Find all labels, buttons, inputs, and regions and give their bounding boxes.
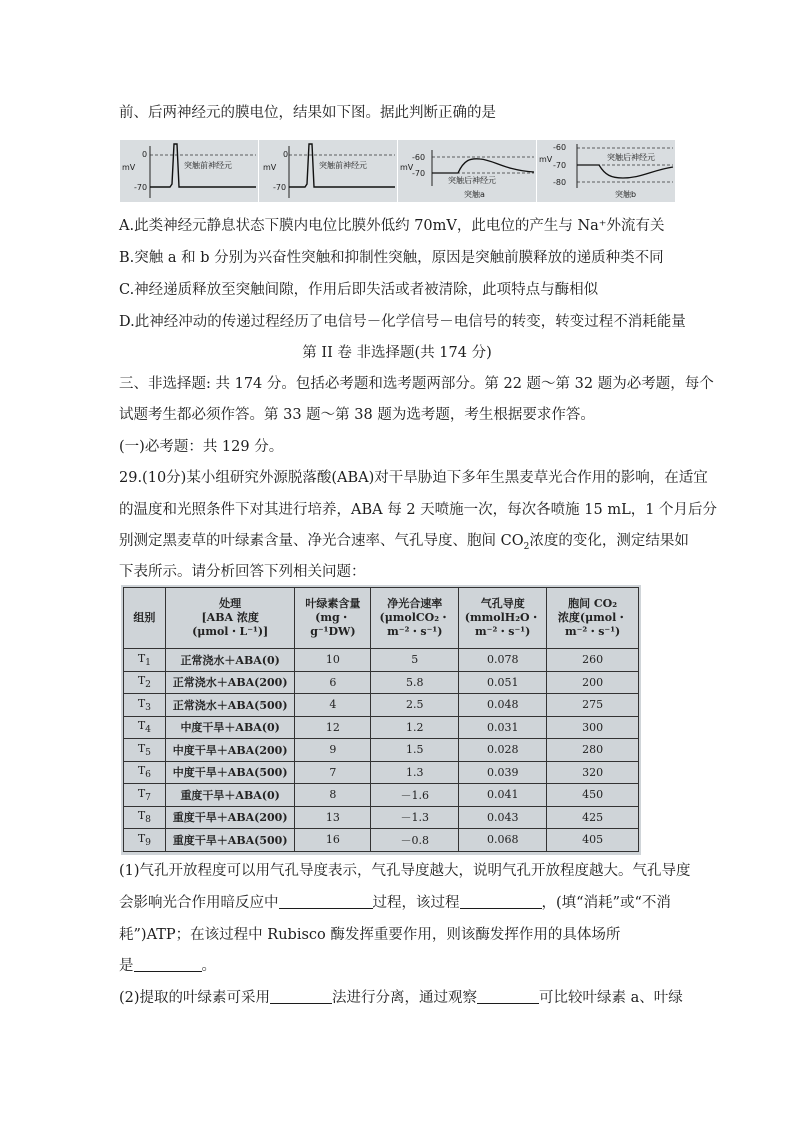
- q1-line4: 是 。: [119, 958, 216, 974]
- panel4-unit: mV: [539, 155, 553, 164]
- cell-intercellular-co2: 200: [547, 671, 639, 694]
- cell-treatment: 重度干旱＋ABA(500): [165, 829, 295, 852]
- required-note: (一)必考题：共 129 分。: [119, 439, 284, 455]
- cell-treatment: 正常浇水＋ABA(0): [165, 649, 295, 672]
- cell-intercellular-co2: 425: [547, 806, 639, 829]
- data-table: [121, 585, 641, 855]
- panel4-caption: 突触b: [615, 190, 637, 199]
- panel2-bottom-tick: -70: [273, 183, 287, 192]
- q1-line3: 耗”)ATP；在该过程中 Rubisco 酶发挥重要作用，则该酶发挥作用的具体场所: [119, 927, 621, 943]
- cell-treatment: 中度干旱＋ABA(200): [165, 739, 295, 762]
- panel2-top-tick: 0: [283, 150, 289, 159]
- q29-line3: 别测定黑麦草的叶绿素含量、净光合速率、气孔导度、胞间 $CO_2$浓度的变化，测定结果如: [119, 533, 689, 552]
- cell-group: $T_4$: [124, 716, 166, 739]
- membrane-potential-figure: [120, 140, 675, 202]
- cell-treatment: 重度干旱＋ABA(0): [165, 784, 295, 807]
- header-group: 组别: [124, 588, 166, 649]
- cell-intercellular-co2: 300: [547, 716, 639, 739]
- cell-stomatal-conductance: 0.031: [459, 716, 547, 739]
- q1-line2: 会影响光合作用暗反应中 过程，该过程 ，(填“消耗”或“不消: [119, 895, 671, 911]
- panel2-label: 突触前神经元: [319, 161, 367, 170]
- cell-group: $T_3$: [124, 694, 166, 717]
- cell-chlorophyll: 8: [295, 784, 371, 807]
- cell-chlorophyll: 12: [295, 716, 371, 739]
- cell-chlorophyll: 16: [295, 829, 371, 852]
- cell-net-photosynthesis: 5: [371, 649, 459, 672]
- answer-blank-3[interactable]: [134, 957, 202, 972]
- q29-line4: 下表所示。请分析回答下列相关问题：: [119, 564, 366, 580]
- cell-stomatal-conductance: 0.068: [459, 829, 547, 852]
- header-treatment: 处理 [ABA 浓度 (μmol・L⁻¹)]: [165, 588, 295, 649]
- answer-blank-1[interactable]: [279, 894, 373, 909]
- cell-intercellular-co2: 275: [547, 694, 639, 717]
- cell-net-photosynthesis: 2.5: [371, 694, 459, 717]
- cell-intercellular-co2: 280: [547, 739, 639, 762]
- cell-chlorophyll: 13: [295, 806, 371, 829]
- cell-treatment: 正常浇水＋ABA(500): [165, 694, 295, 717]
- q29-line2: 的温度和光照条件下对其进行培养，ABA 每 2 天喷施一次，每次各喷施 15 mL，1 个月后分: [119, 502, 718, 518]
- cell-chlorophyll: 6: [295, 671, 371, 694]
- cell-stomatal-conductance: 0.043: [459, 806, 547, 829]
- table-row: [124, 694, 639, 717]
- cell-group: $T_1$: [124, 649, 166, 672]
- table-row: [124, 739, 639, 762]
- cell-group: $T_7$: [124, 784, 166, 807]
- cell-group: $T_9$: [124, 829, 166, 852]
- option-c: C.神经递质释放至突触间隙，作用后即失活或者被清除，此项特点与酶相似: [119, 282, 599, 298]
- table-row: [124, 649, 639, 672]
- cell-intercellular-co2: 260: [547, 649, 639, 672]
- cell-net-photosynthesis: －1.3: [371, 806, 459, 829]
- table-row: [124, 761, 639, 784]
- panel-presynaptic-2: [259, 140, 397, 202]
- panel3-top-tick: -60: [412, 153, 426, 162]
- section3-line1: 三、非选择题: 共 174 分。包括必考题和选考题两部分。第 22 题～第 32 题为必考题，每个: [119, 376, 714, 392]
- panel3-bottom-tick: -70: [412, 169, 426, 178]
- cell-intercellular-co2: 320: [547, 761, 639, 784]
- cell-chlorophyll: 10: [295, 649, 371, 672]
- header-chlorophyll: 叶绿素含量 (mg・g⁻¹DW): [295, 588, 371, 649]
- panel3-unit: mV: [400, 163, 414, 172]
- panel4-bottom-tick: -80: [553, 178, 567, 187]
- panel-synapse-a: [398, 140, 536, 202]
- cell-group: $T_8$: [124, 806, 166, 829]
- cell-stomatal-conductance: 0.028: [459, 739, 547, 762]
- table-row: [124, 716, 639, 739]
- cell-chlorophyll: 4: [295, 694, 371, 717]
- header-stomatal-conductance: 气孔导度 (mmolH₂O・ m⁻²・s⁻¹): [459, 588, 547, 649]
- cell-stomatal-conductance: 0.039: [459, 761, 547, 784]
- option-d: D.此神经冲动的传递过程经历了电信号－化学信号－电信号的转变，转变过程不消耗能量: [119, 314, 686, 330]
- cell-net-photosynthesis: 1.2: [371, 716, 459, 739]
- table-row: [124, 784, 639, 807]
- table-row: [124, 671, 639, 694]
- option-a: A.此类神经元静息状态下膜内电位比膜外低约 70mV，此电位的产生与 Na⁺外流有关: [119, 218, 665, 234]
- cell-net-photosynthesis: 5.8: [371, 671, 459, 694]
- answer-blank-4[interactable]: [270, 989, 332, 1004]
- cell-net-photosynthesis: －0.8: [371, 829, 459, 852]
- answer-blank-5[interactable]: [477, 989, 539, 1004]
- cell-treatment: 中度干旱＋ABA(0): [165, 716, 295, 739]
- table-row: [124, 829, 639, 852]
- panel4-top-tick: -60: [553, 143, 567, 152]
- answer-blank-2[interactable]: [460, 894, 542, 909]
- q2-line1: (2)提取的叶绿素可采用 法进行分离，通过观察 可比较叶绿素 a、叶绿: [119, 990, 683, 1006]
- panel-synapse-b: [537, 140, 675, 202]
- panel-presynaptic-1: [120, 140, 258, 202]
- cell-stomatal-conductance: 0.051: [459, 671, 547, 694]
- cell-net-photosynthesis: 1.3: [371, 761, 459, 784]
- table-header-row: [124, 588, 639, 649]
- table-row: [124, 806, 639, 829]
- panel3-caption: 突触a: [464, 190, 485, 199]
- panel3-label: 突触后神经元: [448, 176, 496, 185]
- cell-net-photosynthesis: 1.5: [371, 739, 459, 762]
- cell-chlorophyll: 9: [295, 739, 371, 762]
- q1-line1: (1)气孔开放程度可以用气孔导度表示，气孔导度越大，说明气孔开放程度越大。气孔导度: [119, 863, 691, 879]
- cell-treatment: 正常浇水＋ABA(200): [165, 671, 295, 694]
- section3-line2: 试题考生都必须作答。第 33 题～第 38 题为选考题，考生根据要求作答。: [119, 407, 595, 423]
- panel1-label: 突触前神经元: [184, 161, 232, 170]
- cell-group: $T_5$: [124, 739, 166, 762]
- panel1-top-tick: 0: [142, 150, 148, 159]
- cell-treatment: 中度干旱＋ABA(500): [165, 761, 295, 784]
- cell-group: $T_2$: [124, 671, 166, 694]
- cell-group: $T_6$: [124, 761, 166, 784]
- panel4-mid-tick: -70: [553, 161, 567, 170]
- cell-net-photosynthesis: －1.6: [371, 784, 459, 807]
- q29-line1: 29.(10分)某小组研究外源脱落酸(ABA)对干旱胁迫下多年生黑麦草光合作用的影响，在适宜: [119, 470, 708, 486]
- panel1-bottom-tick: -70: [134, 183, 148, 192]
- cell-intercellular-co2: 450: [547, 784, 639, 807]
- cell-chlorophyll: 7: [295, 761, 371, 784]
- cell-stomatal-conductance: 0.041: [459, 784, 547, 807]
- cell-treatment: 重度干旱＋ABA(200): [165, 806, 295, 829]
- cell-stomatal-conductance: 0.048: [459, 694, 547, 717]
- cell-stomatal-conductance: 0.078: [459, 649, 547, 672]
- panel2-unit: mV: [263, 163, 277, 172]
- option-b: B.突触 a 和 b 分别为兴奋性突触和抑制性突触，原因是突触前膜释放的递质种类不同: [119, 250, 664, 266]
- section-title: 第 II 卷 非选择题(共 174 分): [302, 345, 492, 361]
- header-net-photosynthesis: 净光合速率 (μmolCO₂・ m⁻²・s⁻¹): [371, 588, 459, 649]
- panel1-unit: mV: [122, 163, 136, 172]
- intro-text: 前、后两神经元的膜电位，结果如下图。据此判断正确的是: [119, 105, 496, 121]
- panel4-label: 突触后神经元: [607, 153, 655, 162]
- header-intercellular-co2: 胞间 CO₂ 浓度(μmol・ m⁻²・s⁻¹): [547, 588, 639, 649]
- cell-intercellular-co2: 405: [547, 829, 639, 852]
